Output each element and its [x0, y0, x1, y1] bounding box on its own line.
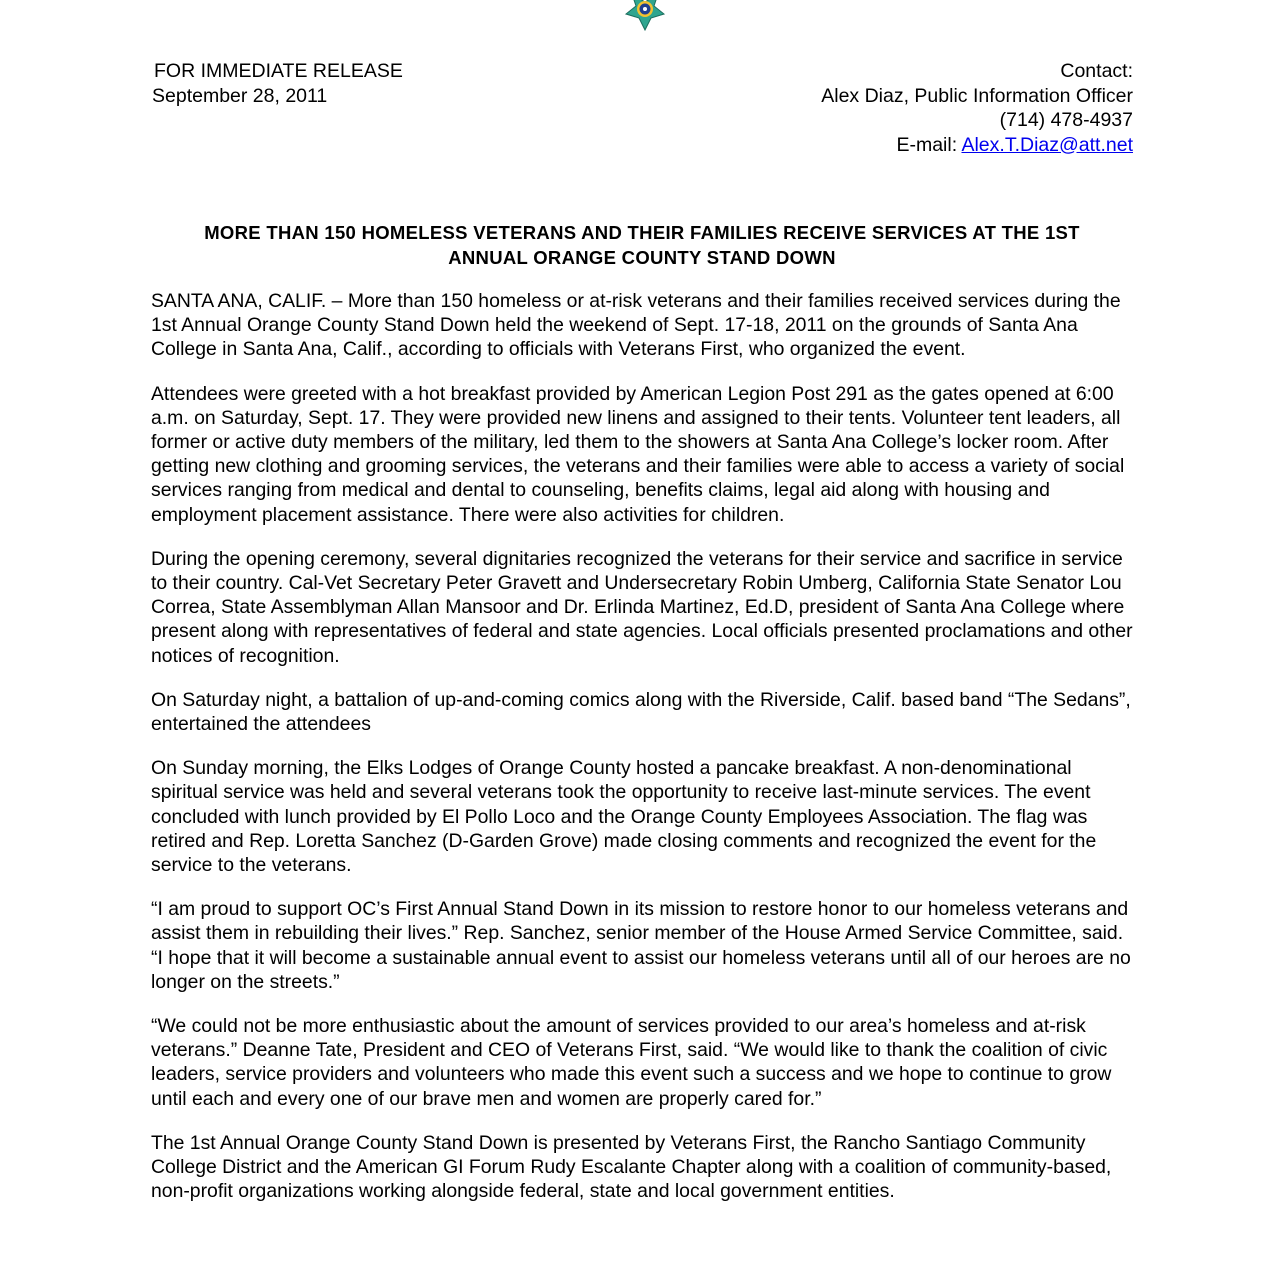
release-label: FOR IMMEDIATE RELEASE [154, 60, 403, 82]
headline-line-1: MORE THAN 150 HOMELESS VETERANS AND THEIR FAMILIES RECEIVE SERVICES AT THE 1ST [204, 222, 1080, 243]
contact-email-line [821, 133, 1133, 158]
paragraph: On Sunday morning, the Elks Lodges of Orange County hosted a pancake breakfast. A non-denominational spiritual service was held and several veterans took the opportunity to receive last-minute services. The event concluded with lunch provided by El Pollo Loco and the Orange County Employees Association. The flag was retired and Rep. Loretta Sanchez (D-Garden Grove) made closing comments and recognized the event for the service to the veterans. [151, 757, 1097, 877]
paragraph: The 1st Annual Orange County Stand Down is presented by Veterans First, the Rancho Santiago Community College District and the American GI Forum Rudy Escalante Chapter along with a coalition of community-based, non-profit organizations working alongside federal, state and local government entities. [151, 1131, 1112, 1203]
contact-name-title: Alex Diaz, Public Information Officer [821, 84, 1133, 107]
release-info [152, 59, 403, 108]
headline [140, 220, 1144, 270]
paragraph: “I am proud to support OC’s First Annual Stand Down in its mission to restore honor to our homeless veterans and assist them in rebuilding their lives.” Rep. Sanchez, senior member of the House Armed Service Committee, said. “I hope that it will become a sustainable annual event to assist our homeless veterans until all of our heroes are no longer on the streets.” [151, 898, 1131, 993]
contact-block [821, 59, 1133, 157]
paragraph: On Saturday night, a battalion of up-and-coming comics along with the Riverside, Calif. based band “The Sedans”, entertained the attendees [151, 688, 1131, 736]
release-date: September 28, 2011 [152, 84, 328, 107]
paragraph: Attendees were greeted with a hot breakfast provided by American Legion Post 291 as the gates opened at 6:00 a.m. on Saturday, Sept. 17. They were provided new linens and assigned to their tents. Volunteer tent leaders, all former or active duty members of the military, led them to the showers at Santa Ana College’s locker room. After getting new clothing and grooming services, the veterans and their families were able to access a variety of social services ranging from medical and dental to counseling, benefits claims, legal aid along with housing and employment placement assistance. There were also activities for children. [151, 382, 1125, 526]
contact-label: Contact: [1060, 60, 1133, 82]
contact-phone: (714) 478-4937 [999, 109, 1133, 131]
contact-email-link[interactable]: Alex.T.Diaz@att.net [961, 133, 1133, 156]
star-seal-icon [618, 0, 672, 32]
contact-email-label: E-mail: [896, 133, 962, 156]
paragraph: During the opening ceremony, several dignitaries recognized the veterans for their service and sacrifice in service to their country. Cal-Vet Secretary Peter Gravett and Undersecretary Robin Umberg, California State Senator Lou Correa, State Assemblyman Allan Mansoor and Dr. Erlinda Martinez, Ed.D, president of Santa Ana College where present along with representatives of federal and state agencies. Local officials presented proclamations and other notices of recognition. [151, 547, 1133, 667]
headline-line-2: ANNUAL ORANGE COUNTY STAND DOWN [448, 247, 836, 268]
paragraph: “We could not be more enthusiastic about the amount of services provided to our area’s homeless and at-risk veterans.” Deanne Tate, President and CEO of Veterans First, said. “We would like to thank the coalition of civic leaders, service providers and volunteers who made this event such a success and we hope to continue to grow until each and every one of our brave men and women are properly cared for.” [151, 1015, 1112, 1110]
paragraph: SANTA ANA, CALIF. – More than 150 homeless or at-risk veterans and their families received services during the 1st Annual Orange County Stand Down held the weekend of Sept. 17-18, 2011 on the grounds of Santa Ana College in Santa Ana, Calif., according to officials with Veterans First, who organized the event. [151, 290, 1121, 361]
seal-dot [643, 7, 647, 11]
press-release-body [151, 289, 1136, 1224]
